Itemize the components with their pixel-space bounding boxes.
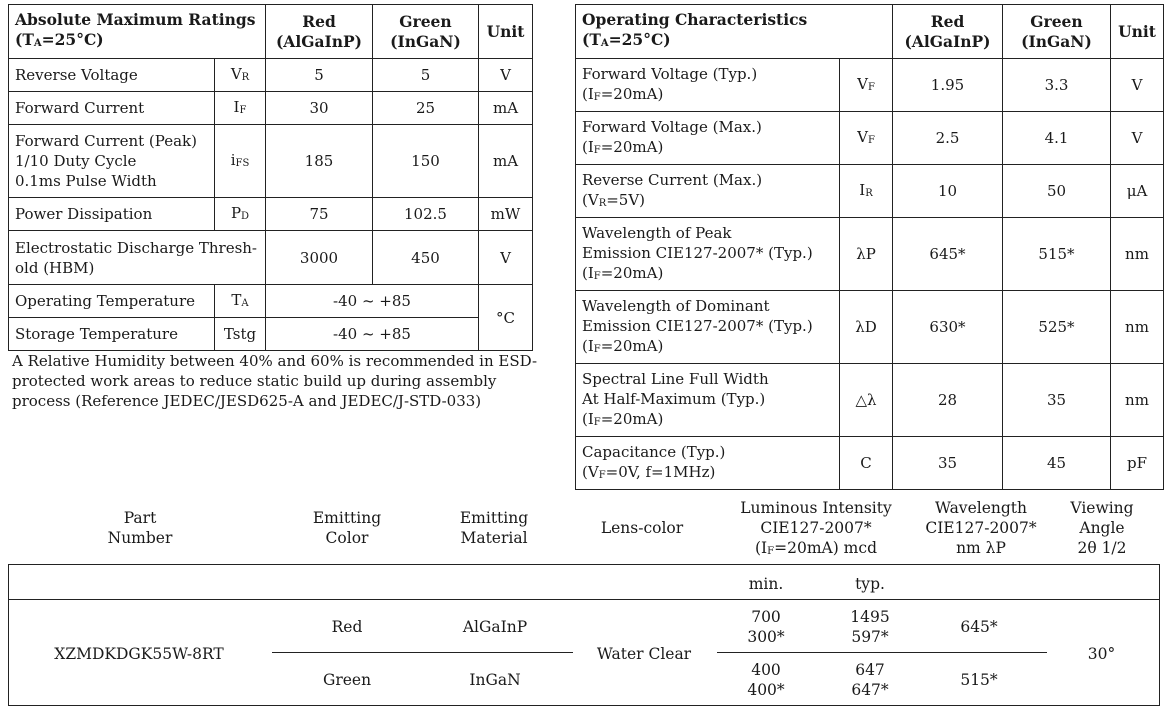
param-label [576, 165, 840, 218]
part-number: XZMDKDGK55W-8RT [54, 645, 224, 663]
header-viewing-angle [1052, 498, 1152, 558]
viewing-angle: 30° [1087, 645, 1116, 663]
param-line: Emission CIE127-2007* (Typ.) [582, 316, 813, 335]
param-label: Reverse Voltage [9, 59, 215, 92]
red-value: 75 [266, 198, 373, 231]
row-green-material: InGaN [469, 671, 521, 689]
header-line: Luminous Intensity [740, 499, 892, 517]
param-condition: $(I_F=20mA)$ [582, 137, 664, 156]
green-value: 25 [373, 92, 479, 125]
header-part-number [80, 508, 200, 548]
symbol: $V_F$ [840, 112, 893, 165]
table-row [9, 318, 533, 351]
header-line: Angle [1079, 519, 1125, 537]
param-condition: $(I_F=20mA)$ [582, 84, 664, 103]
red-value: 2.5 [893, 112, 1003, 165]
red-value: 28 [893, 364, 1003, 437]
param-label [9, 231, 266, 285]
intensity-value: 300* [747, 628, 785, 646]
operating-characteristics-table [575, 4, 1164, 490]
param-line: Emission CIE127-2007* (Typ.) [582, 243, 813, 262]
opc-col-red [893, 5, 1003, 59]
amr-col-unit: Unit [479, 5, 533, 59]
symbol: Tstg [215, 318, 266, 351]
intensity-value: 400 [751, 661, 781, 679]
red-value: 5 [266, 59, 373, 92]
param-label: Operating Temperature [9, 285, 215, 318]
param-line: old (HBM) [15, 258, 95, 277]
green-value: 150 [373, 125, 479, 198]
symbol: $I_R$ [840, 165, 893, 218]
table-row [576, 364, 1164, 437]
green-value: 450 [373, 231, 479, 285]
param-line: Capacitance (Typ.) [582, 442, 726, 461]
header-line: $(I_F=20mA)$ mcd [754, 539, 877, 557]
symbol: λD [840, 291, 893, 364]
divider [272, 652, 573, 653]
opc-col-unit: Unit [1111, 5, 1164, 59]
header-line: nm λP [956, 539, 1006, 557]
param-line: Forward Voltage (Max.) [582, 117, 762, 136]
param-label [9, 125, 215, 198]
param-label [576, 437, 840, 490]
red-value: 645* [893, 218, 1003, 291]
intensity-value: 700 [751, 608, 781, 626]
param-line: Wavelength of Dominant [582, 296, 770, 315]
green-value: 525* [1003, 291, 1111, 364]
green-value: 50 [1003, 165, 1111, 218]
opc-col-green-label: Green [1030, 11, 1083, 31]
header-line: Material [460, 529, 528, 547]
opc-col-red-material: (AlGaInP) [904, 31, 991, 51]
table-row [9, 231, 533, 285]
opc-title-cell [576, 5, 893, 59]
opc-col-green [1003, 5, 1111, 59]
green-value: 45 [1003, 437, 1111, 490]
header-lens-color: Lens-color [600, 519, 684, 537]
header-luminous-intensity [726, 498, 906, 561]
table-row [576, 165, 1164, 218]
intensity-value: 400* [747, 681, 785, 699]
intensity-value: 647* [851, 681, 889, 699]
green-value: 35 [1003, 364, 1111, 437]
table-row [9, 92, 533, 125]
red-value: 630* [893, 291, 1003, 364]
unit: mA [479, 92, 533, 125]
row-green-color: Green [322, 671, 372, 689]
param-label [576, 112, 840, 165]
param-line: At Half-Maximum (Typ.) [582, 389, 766, 408]
symbol: $V_R$ [215, 59, 266, 92]
unit: nm [1111, 291, 1164, 364]
header-line: CIE127-2007* [760, 519, 872, 537]
red-value: 10 [893, 165, 1003, 218]
range-value: -40 ~ +85 [266, 285, 479, 318]
opc-col-green-material: (InGaN) [1021, 31, 1092, 51]
sub-header-typ: typ. [855, 575, 885, 593]
table-row [576, 218, 1164, 291]
sub-header-min: min. [748, 575, 784, 593]
param-line: Spectral Line Full Width [582, 369, 769, 388]
unit: mW [479, 198, 533, 231]
row-red-wavelength: 645* [960, 618, 998, 636]
header-line: CIE127-2007* [925, 519, 1037, 537]
esd-note: A Relative Humidity between 40% and 60% is recommended in ESD-protected work areas to reduce static build up during assembly process (Reference JEDEC/JESD625-A and JEDEC/J-STD-033) [12, 352, 538, 410]
param-condition: $(I_F=20mA)$ [582, 336, 664, 355]
intensity-value: 1495 [850, 608, 890, 626]
unit: μA [1111, 165, 1164, 218]
range-value: -40 ~ +85 [266, 318, 479, 351]
table-row [576, 59, 1164, 112]
header-line: Viewing [1070, 499, 1134, 517]
amr-col-green [373, 5, 479, 59]
param-line: Electrostatic Discharge Thresh- [15, 238, 257, 257]
table-row [9, 59, 533, 92]
green-value: 4.1 [1003, 112, 1111, 165]
red-value: 30 [266, 92, 373, 125]
green-value: 102.5 [373, 198, 479, 231]
table-row [576, 112, 1164, 165]
temperature-unit: °C [479, 285, 533, 351]
unit: mA [479, 125, 533, 198]
param-label: Forward Current [9, 92, 215, 125]
header-line: Wavelength [934, 499, 1027, 517]
param-line: Forward Voltage (Typ.) [582, 64, 758, 83]
header-wavelength [916, 498, 1046, 558]
unit: V [1111, 112, 1164, 165]
absolute-max-ratings-table [8, 4, 533, 351]
param-label [576, 364, 840, 437]
row-green-wavelength: 515* [960, 671, 998, 689]
param-line: Forward Current (Peak) [15, 132, 197, 150]
header-line: Part [123, 509, 157, 527]
header-line: Number [107, 529, 173, 547]
symbol: $T_A$ [215, 285, 266, 318]
amr-col-red-material: (AlGaInP) [275, 31, 363, 51]
green-value: 5 [373, 59, 479, 92]
param-line: Reverse Current (Max.) [582, 170, 763, 189]
unit: V [479, 59, 533, 92]
divider [9, 599, 1159, 600]
table-row [9, 198, 533, 231]
table-row [576, 437, 1164, 490]
param-label [576, 59, 840, 112]
param-line: 0.1ms Pulse Width [15, 172, 157, 190]
unit: V [1111, 59, 1164, 112]
unit: V [479, 231, 533, 285]
param-condition: $(I_F=20mA)$ [582, 409, 664, 428]
row-red-color: Red [331, 618, 363, 636]
row-green-typ [839, 660, 901, 700]
opc-condition: $(T_A=25^\circ C)$ [582, 30, 671, 49]
table-row [9, 125, 533, 198]
param-label [576, 291, 840, 364]
symbol: △λ [840, 364, 893, 437]
table-row [9, 285, 533, 318]
red-value: 35 [893, 437, 1003, 490]
amr-condition: $(T_A=25^\circ C)$ [15, 30, 104, 49]
header-emitting-color [287, 508, 407, 548]
header-line: Emitting [459, 509, 529, 527]
red-value: 185 [266, 125, 373, 198]
red-value: 3000 [266, 231, 373, 285]
unit: nm [1111, 218, 1164, 291]
table-row [576, 291, 1164, 364]
header-line: Color [325, 529, 369, 547]
param-condition: $(V_R=5V)$ [582, 190, 646, 209]
symbol: $i_{FS}$ [215, 125, 266, 198]
amr-col-green-material: (InGaN) [390, 31, 461, 51]
param-condition: ($V_F=0V$, f=1MHz) [582, 462, 716, 481]
unit: pF [1111, 437, 1164, 490]
intensity-value: 597* [851, 628, 889, 646]
amr-col-red-label: Red [302, 11, 336, 31]
header-emitting-material [434, 508, 554, 548]
amr-col-red [266, 5, 373, 59]
opc-title: Operating Characteristics [582, 10, 808, 29]
green-value: 515* [1003, 218, 1111, 291]
symbol: C [840, 437, 893, 490]
unit: nm [1111, 364, 1164, 437]
param-line: 1/10 Duty Cycle [15, 152, 137, 170]
intensity-value: 647 [855, 661, 885, 679]
amr-title-cell [9, 5, 266, 59]
green-value: 3.3 [1003, 59, 1111, 112]
lens-color: Water Clear [596, 645, 692, 663]
opc-col-red-label: Red [930, 11, 965, 31]
divider [717, 652, 1047, 653]
param-line: Wavelength of Peak [582, 223, 732, 242]
row-red-typ [839, 607, 901, 647]
param-label: Power Dissipation [9, 198, 215, 231]
row-green-min [735, 660, 797, 700]
row-red-material: AlGaInP [462, 618, 528, 636]
symbol: $V_F$ [840, 59, 893, 112]
param-label [576, 218, 840, 291]
part-table [8, 564, 1160, 706]
symbol: λP [840, 218, 893, 291]
param-label: Storage Temperature [9, 318, 215, 351]
row-red-min [735, 607, 797, 647]
amr-title: Absolute Maximum Ratings [15, 10, 256, 29]
amr-col-green-label: Green [399, 11, 452, 31]
symbol: $P_D$ [215, 198, 266, 231]
header-line: Emitting [312, 509, 382, 527]
header-line: 2θ 1/2 [1077, 539, 1127, 557]
symbol: $I_F$ [215, 92, 266, 125]
param-condition: $(I_F=20mA)$ [582, 263, 664, 282]
red-value: 1.95 [893, 59, 1003, 112]
